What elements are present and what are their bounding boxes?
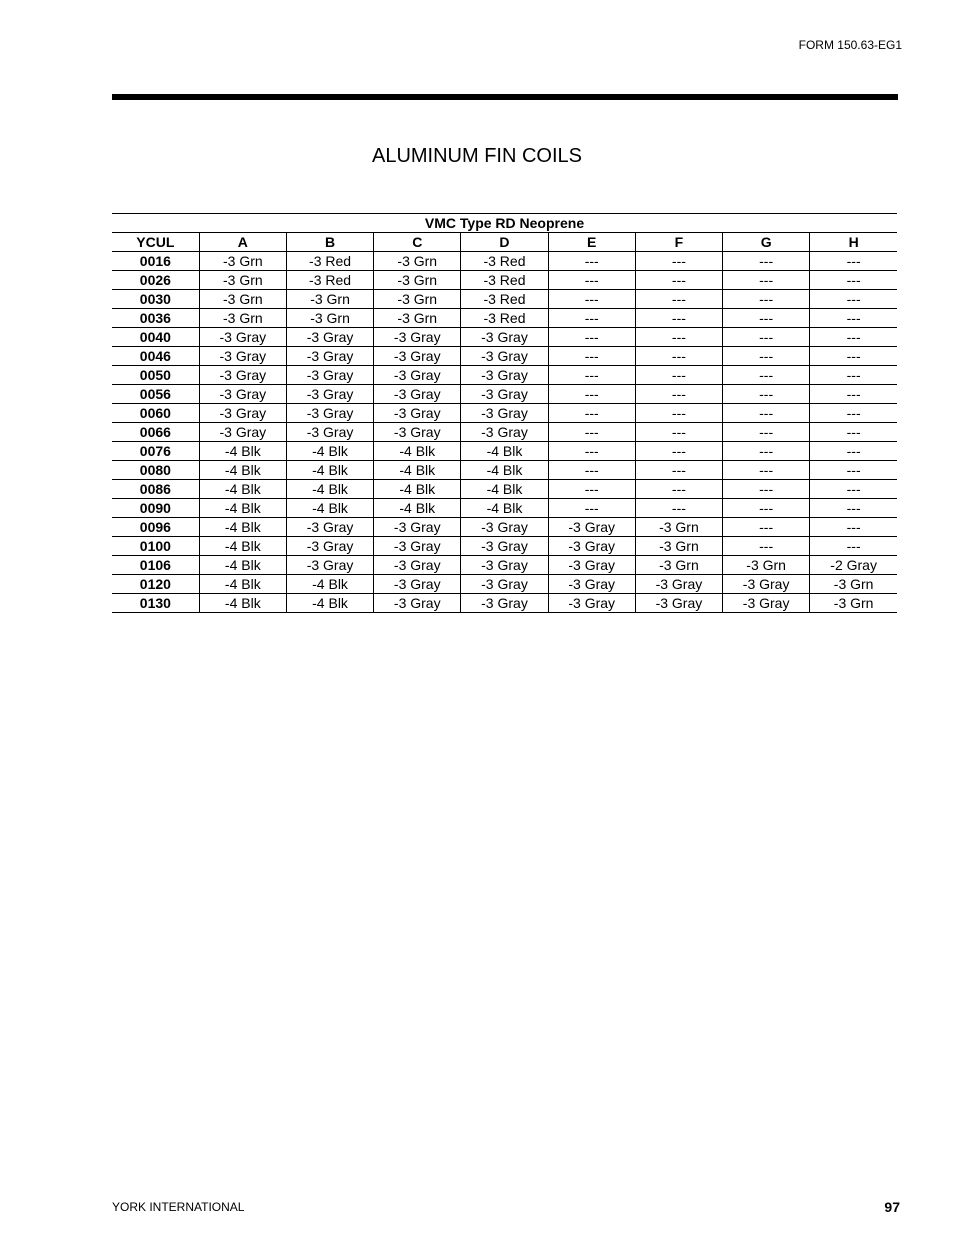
- isolator-cell: -3 Grn: [286, 309, 373, 328]
- isolator-cell: -4 Blk: [461, 480, 548, 499]
- isolator-cell: -3 Grn: [635, 556, 722, 575]
- isolator-cell: -3 Gray: [199, 423, 286, 442]
- isolator-cell: -4 Blk: [286, 575, 373, 594]
- isolator-cell: -4 Blk: [286, 461, 373, 480]
- isolator-cell: -3 Gray: [374, 423, 461, 442]
- isolator-cell: -4 Blk: [199, 556, 286, 575]
- isolator-cell: ---: [723, 423, 810, 442]
- table-row: [112, 442, 897, 461]
- table-row: [112, 499, 897, 518]
- column-header: D: [461, 233, 548, 252]
- model-cell: 0066: [112, 423, 199, 442]
- isolator-cell: ---: [810, 271, 897, 290]
- isolator-cell: -3 Grn: [374, 309, 461, 328]
- isolator-cell: ---: [723, 309, 810, 328]
- isolator-cell: -3 Gray: [635, 575, 722, 594]
- isolator-cell: -3 Red: [461, 290, 548, 309]
- isolator-cell: -3 Gray: [374, 328, 461, 347]
- isolator-cell: ---: [810, 518, 897, 537]
- isolator-cell: ---: [548, 347, 635, 366]
- isolator-cell: -4 Blk: [199, 518, 286, 537]
- isolator-cell: ---: [723, 252, 810, 271]
- isolator-cell: -3 Gray: [548, 518, 635, 537]
- isolator-cell: ---: [810, 442, 897, 461]
- isolator-cell: ---: [548, 499, 635, 518]
- table-caption: VMC Type RD Neoprene: [112, 214, 897, 233]
- isolator-cell: ---: [810, 309, 897, 328]
- isolator-cell: ---: [723, 347, 810, 366]
- isolator-cell: -3 Gray: [461, 328, 548, 347]
- isolator-cell: ---: [548, 442, 635, 461]
- isolator-cell: -3 Gray: [374, 366, 461, 385]
- isolator-cell: ---: [723, 385, 810, 404]
- isolator-cell: ---: [548, 461, 635, 480]
- isolator-cell: ---: [635, 385, 722, 404]
- isolator-cell: -3 Grn: [374, 290, 461, 309]
- isolator-cell: -3 Gray: [461, 404, 548, 423]
- isolator-cell: -3 Gray: [461, 594, 548, 613]
- isolator-cell: ---: [635, 442, 722, 461]
- model-cell: 0060: [112, 404, 199, 423]
- model-cell: 0016: [112, 252, 199, 271]
- column-header: B: [286, 233, 373, 252]
- isolator-cell: -3 Grn: [635, 518, 722, 537]
- isolator-cell: -3 Gray: [286, 556, 373, 575]
- isolator-cell: -3 Grn: [199, 271, 286, 290]
- column-header: YCUL: [112, 233, 199, 252]
- isolator-cell: -3 Red: [461, 309, 548, 328]
- model-cell: 0130: [112, 594, 199, 613]
- isolator-cell: -4 Blk: [286, 594, 373, 613]
- isolator-cell: ---: [723, 518, 810, 537]
- header-rule: [112, 94, 898, 100]
- isolator-cell: -3 Grn: [635, 537, 722, 556]
- isolator-cell: -3 Grn: [810, 575, 897, 594]
- isolator-cell: ---: [810, 461, 897, 480]
- isolator-cell: ---: [635, 423, 722, 442]
- model-cell: 0096: [112, 518, 199, 537]
- isolator-cell: ---: [548, 290, 635, 309]
- isolator-cell: ---: [723, 290, 810, 309]
- isolator-cell: -3 Gray: [461, 518, 548, 537]
- isolator-cell: -3 Gray: [199, 366, 286, 385]
- isolator-cell: ---: [548, 252, 635, 271]
- isolator-cell: -3 Gray: [286, 423, 373, 442]
- table-row: [112, 518, 897, 537]
- isolator-cell: ---: [810, 252, 897, 271]
- footer-company: YORK INTERNATIONAL: [112, 1200, 245, 1214]
- isolator-cell: -3 Gray: [286, 347, 373, 366]
- model-cell: 0026: [112, 271, 199, 290]
- isolator-cell: -4 Blk: [199, 594, 286, 613]
- isolator-cell: -4 Blk: [374, 480, 461, 499]
- isolator-cell: ---: [635, 366, 722, 385]
- isolator-cell: -4 Blk: [461, 461, 548, 480]
- isolator-cell: ---: [810, 347, 897, 366]
- isolator-cell: -3 Red: [286, 252, 373, 271]
- isolator-cell: ---: [723, 537, 810, 556]
- table-row: [112, 385, 897, 404]
- isolator-cell: -3 Gray: [199, 328, 286, 347]
- isolator-cell: -4 Blk: [199, 537, 286, 556]
- isolator-cell: -3 Gray: [286, 366, 373, 385]
- isolator-cell: -4 Blk: [374, 442, 461, 461]
- isolator-cell: -3 Red: [286, 271, 373, 290]
- isolator-cell: -3 Gray: [286, 328, 373, 347]
- isolator-cell: ---: [635, 309, 722, 328]
- isolator-cell: -3 Gray: [374, 537, 461, 556]
- isolator-cell: ---: [548, 328, 635, 347]
- isolator-cell: -3 Grn: [723, 556, 810, 575]
- model-cell: 0100: [112, 537, 199, 556]
- isolator-cell: ---: [548, 423, 635, 442]
- isolator-cell: ---: [723, 404, 810, 423]
- model-cell: 0056: [112, 385, 199, 404]
- isolator-cell: ---: [548, 309, 635, 328]
- model-cell: 0030: [112, 290, 199, 309]
- form-number: FORM 150.63-EG1: [798, 38, 902, 52]
- isolator-cell: -3 Gray: [374, 404, 461, 423]
- isolator-cell: ---: [810, 423, 897, 442]
- isolator-cell: -4 Blk: [374, 499, 461, 518]
- isolator-cell: -2 Gray: [810, 556, 897, 575]
- isolator-cell: -4 Blk: [199, 461, 286, 480]
- isolator-cell: -3 Red: [461, 271, 548, 290]
- isolator-cell: -3 Gray: [723, 594, 810, 613]
- isolator-cell: ---: [810, 385, 897, 404]
- column-header: G: [723, 233, 810, 252]
- isolator-cell: -3 Red: [461, 252, 548, 271]
- isolator-cell: -4 Blk: [286, 442, 373, 461]
- table-row: [112, 271, 897, 290]
- isolator-cell: ---: [810, 366, 897, 385]
- isolator-cell: -3 Gray: [374, 575, 461, 594]
- isolator-cell: ---: [635, 461, 722, 480]
- model-cell: 0040: [112, 328, 199, 347]
- isolator-cell: ---: [810, 290, 897, 309]
- model-cell: 0046: [112, 347, 199, 366]
- table-row: [112, 404, 897, 423]
- isolator-cell: -3 Gray: [461, 537, 548, 556]
- isolator-cell: -4 Blk: [286, 499, 373, 518]
- isolator-cell: -3 Gray: [461, 556, 548, 575]
- model-cell: 0076: [112, 442, 199, 461]
- isolator-cell: -3 Grn: [199, 290, 286, 309]
- isolator-cell: -3 Gray: [199, 385, 286, 404]
- isolator-cell: -3 Gray: [548, 556, 635, 575]
- isolator-cell: ---: [810, 404, 897, 423]
- isolator-cell: -4 Blk: [461, 499, 548, 518]
- column-header: A: [199, 233, 286, 252]
- isolator-cell: -4 Blk: [199, 442, 286, 461]
- isolator-cell: -3 Gray: [461, 385, 548, 404]
- isolator-cell: -3 Grn: [810, 594, 897, 613]
- isolator-cell: -3 Gray: [286, 404, 373, 423]
- isolator-cell: -3 Gray: [461, 423, 548, 442]
- isolator-cell: -3 Gray: [461, 347, 548, 366]
- isolator-cell: -4 Blk: [286, 480, 373, 499]
- page-title: ALUMINUM FIN COILS: [371, 145, 583, 167]
- isolator-cell: -3 Gray: [461, 575, 548, 594]
- isolator-cell: ---: [723, 461, 810, 480]
- isolator-table: [112, 213, 897, 613]
- column-header: E: [548, 233, 635, 252]
- isolator-cell: -3 Grn: [374, 252, 461, 271]
- isolator-cell: ---: [635, 252, 722, 271]
- isolator-cell: ---: [635, 290, 722, 309]
- isolator-cell: ---: [548, 271, 635, 290]
- isolator-cell: -3 Grn: [286, 290, 373, 309]
- table-row: [112, 461, 897, 480]
- model-cell: 0120: [112, 575, 199, 594]
- isolator-cell: -3 Gray: [199, 347, 286, 366]
- model-cell: 0050: [112, 366, 199, 385]
- column-header: F: [635, 233, 722, 252]
- isolator-cell: ---: [635, 271, 722, 290]
- isolator-cell: -3 Gray: [374, 385, 461, 404]
- isolator-cell: ---: [635, 328, 722, 347]
- model-cell: 0086: [112, 480, 199, 499]
- isolator-cell: -4 Blk: [199, 499, 286, 518]
- isolator-cell: ---: [635, 404, 722, 423]
- model-cell: 0036: [112, 309, 199, 328]
- isolator-cell: ---: [548, 480, 635, 499]
- isolator-cell: -4 Blk: [461, 442, 548, 461]
- column-header: C: [374, 233, 461, 252]
- isolator-cell: ---: [723, 480, 810, 499]
- isolator-cell: -3 Gray: [374, 594, 461, 613]
- isolator-cell: -3 Gray: [723, 575, 810, 594]
- table-row: [112, 252, 897, 271]
- table-row: [112, 328, 897, 347]
- table-header-row: [112, 233, 897, 252]
- table-row: [112, 556, 897, 575]
- table-row: [112, 347, 897, 366]
- isolator-cell: -4 Blk: [199, 480, 286, 499]
- isolator-cell: -3 Gray: [374, 556, 461, 575]
- table-row: [112, 575, 897, 594]
- isolator-cell: ---: [548, 385, 635, 404]
- table-row: [112, 366, 897, 385]
- isolator-cell: ---: [810, 537, 897, 556]
- isolator-cell: ---: [723, 499, 810, 518]
- model-cell: 0080: [112, 461, 199, 480]
- isolator-cell: -3 Gray: [461, 366, 548, 385]
- isolator-cell: -3 Gray: [548, 537, 635, 556]
- table-row: [112, 290, 897, 309]
- isolator-cell: ---: [548, 404, 635, 423]
- isolator-cell: -4 Blk: [199, 575, 286, 594]
- isolator-cell: -3 Gray: [548, 594, 635, 613]
- isolator-cell: -3 Gray: [286, 385, 373, 404]
- isolator-cell: ---: [635, 480, 722, 499]
- isolator-cell: ---: [810, 480, 897, 499]
- isolator-cell: -3 Gray: [286, 537, 373, 556]
- model-cell: 0090: [112, 499, 199, 518]
- isolator-cell: ---: [548, 366, 635, 385]
- isolator-cell: -3 Grn: [199, 309, 286, 328]
- isolator-cell: ---: [635, 499, 722, 518]
- isolator-cell: -3 Gray: [548, 575, 635, 594]
- isolator-cell: -3 Gray: [286, 518, 373, 537]
- page-number: 97: [884, 1199, 900, 1215]
- isolator-cell: -3 Gray: [199, 404, 286, 423]
- model-cell: 0106: [112, 556, 199, 575]
- isolator-cell: -3 Grn: [199, 252, 286, 271]
- column-header: H: [810, 233, 897, 252]
- table-body: [112, 252, 897, 613]
- isolator-cell: -3 Gray: [374, 347, 461, 366]
- isolator-cell: -4 Blk: [374, 461, 461, 480]
- isolator-cell: ---: [723, 271, 810, 290]
- table-row: [112, 537, 897, 556]
- isolator-cell: ---: [723, 442, 810, 461]
- table-row: [112, 480, 897, 499]
- table-row: [112, 594, 897, 613]
- isolator-cell: -3 Gray: [374, 518, 461, 537]
- isolator-cell: -3 Grn: [374, 271, 461, 290]
- isolator-cell: ---: [723, 328, 810, 347]
- isolator-cell: ---: [635, 347, 722, 366]
- isolator-cell: ---: [810, 328, 897, 347]
- isolator-cell: ---: [810, 499, 897, 518]
- table-row: [112, 309, 897, 328]
- isolator-cell: ---: [723, 366, 810, 385]
- table-row: [112, 423, 897, 442]
- isolator-cell: -3 Gray: [635, 594, 722, 613]
